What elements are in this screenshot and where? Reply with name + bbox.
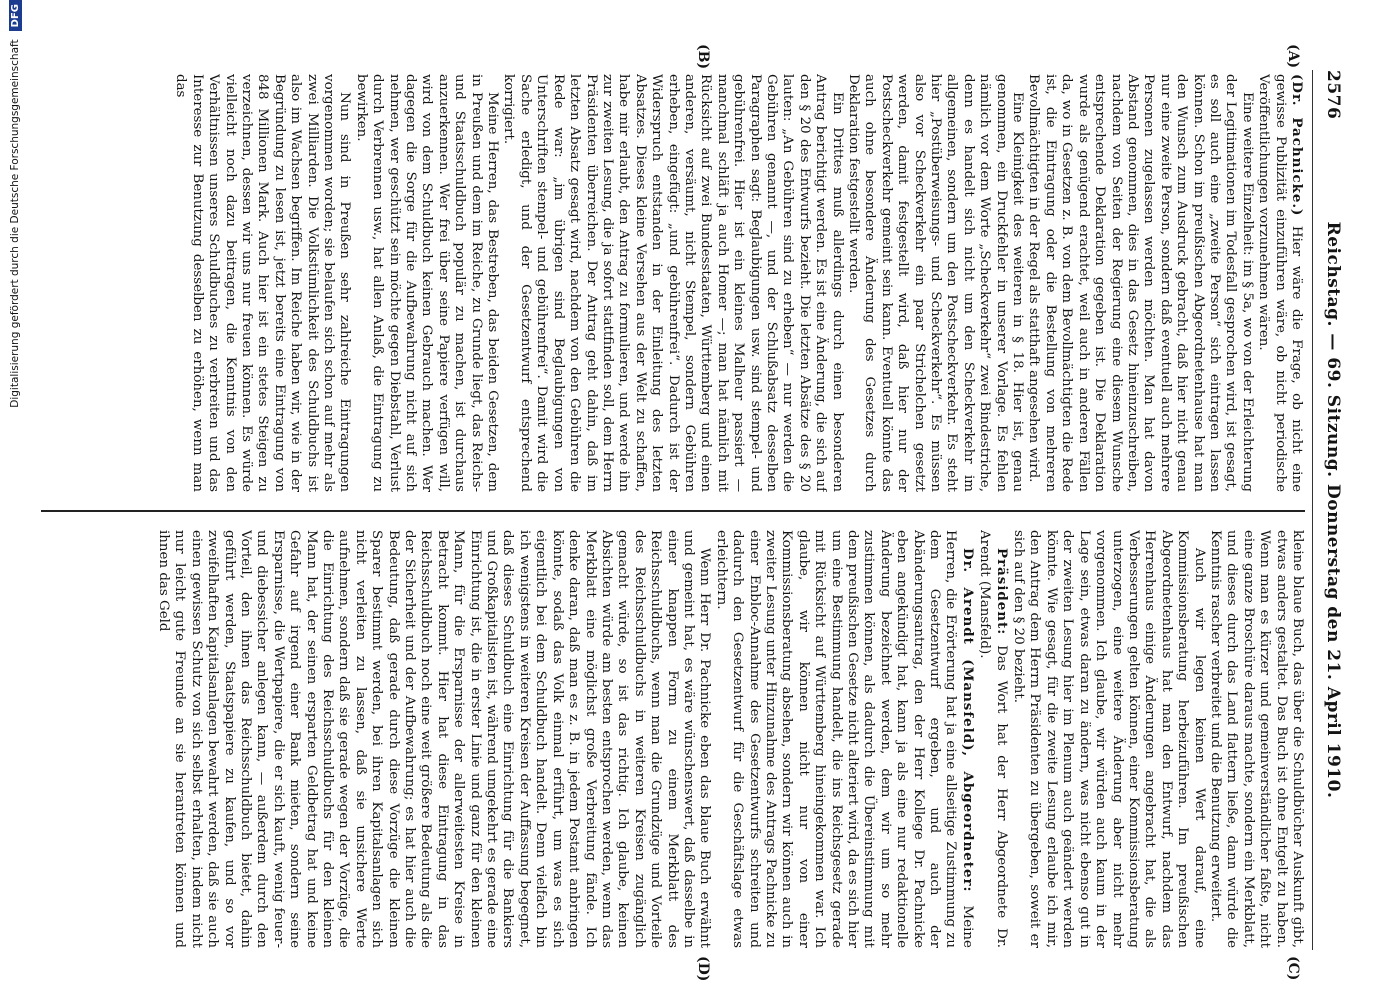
page-header — [1315, 70, 1343, 950]
left-column — [41, 74, 1305, 492]
paragraph — [1255, 74, 1305, 492]
credit-text: Digitalisierung gefördert durch die Deutsche Forschungsgemeinschaft — [9, 39, 21, 408]
margin-marker-d: (D) — [695, 956, 711, 982]
speaker-label: (Dr. Pachnicke.) — [1289, 74, 1305, 217]
column-divider — [41, 510, 1305, 512]
paragraph — [976, 530, 1010, 948]
speaker-label: Dr. Arendt (Mansfeld), Abgeordneter: — [959, 548, 976, 893]
paragraph — [712, 530, 976, 948]
rotated-document-page — [31, 30, 1351, 982]
page-number: 2576 — [1323, 70, 1343, 120]
margin-marker-b: (B) — [695, 44, 711, 70]
paragraph: Wenn Herr Dr. Pachnicke eben das blaue Buch erwähnt und gemeint hat, es wäre wünschenswert, daß dasselbe in einer knappen Form zu einem Merkblatt des Reichsschuldbuchs, wenn man die Grundzüge und Vorteile des Reichsschuldbuchs in weiteren Kreisen zugänglich gemacht würde, so ist das richtig. Ich glaube, keinen Absichten würde am besten entsprochen werden, wenn das Merkblatt eine möglichst große Verbreitung fände. Ich denke daran, daß man es z. B. in jedem Postamt anbringen könnte, sodaß das Volk einmal erführt, um was es sich eigentlich bei dem Schuldbuch handelt. Denn vielfach bin ich wenigstens in weiteren Kreisen der Auffassung begegnet, daß dieses Schuldbuch eine Einrichtung für die Bankiers und Großkapitalisten ist, während umgekehrt es gerade eine Einrichtung ist, die in erster Linie und ganz für den kleinen Mann, für die Ersparnisse der allerweitesten Kreise in Betracht kommt. Hier hat diese Eintragung in das Reichsschuldbuch noch eine weit größere Bedeutung als die der Sicherheit und der Aufbewahrung; es hat hier auch die Bedeutung, daß gerade durch diese Vorzüge die kleinen Sparer bestimmt werden, bei ihren Kapitalsanlagen sich nicht verleiten zu lassen, daß sie unsichere Werte aufnehmen, sondern daß sie gerade wegen der Vorzüge, die die Einrichtung des Reichsschuldbuchs für den kleinen Mann hat, der seinen ersparten Geldbetrag hat und keine Gefahr auf irgend einer Bank mieten, sondern seine Ersparnisse, die Wertpapiere, die er sich kauft, wenig feuer- und diebessicher anlegen kann, — außerdem durch den Vorteil, den ihnen das Reichsschuldbuch bietet, dahin geführt werden, Staatspapiere zu kaufen, und so vor zweifelhaften Kapitalsanlagen bewahrt werden, daß sie auch einen gewissen Schutz von sich selbst erhalten, indem nicht nur leicht gute Freunde an sie herantreten können und ihnen das Geld — [155, 530, 713, 948]
speaker-label: Präsident: — [993, 548, 1010, 636]
header-rule — [1312, 70, 1313, 950]
dfg-logo: DFG — [9, 0, 22, 31]
paragraph: Nun sind in Preußen sehr zahlreiche Eintragungen vorgenommen worden; sie belaufen sich schon auf mehr als zwei Milliarden. Die Volkstümlichkeit des Schuldbuchs ist also im Wachsen begriffen. Im Reiche haben wir, wie in der Begründung zu lesen ist, jetzt bereits eine Eintragung von 848 Millionen Mark. Auch hier ist ein stetes Steigen zu verzeichnen, dessen wir uns nur freuen können. Es würde vielleicht noch dazu beitragen, die Kenntnis von den Verhältnissen unseres Schuldbuches zu verbreiten und das Interesse zur Benutzung desselben zu erhöhen, wenn man das — [173, 74, 353, 492]
right-column — [41, 530, 1305, 948]
paragraph-text: Hier wäre die Frage, ob nicht eine gewisse Publizität einzuführen wäre, ob nicht periodische Veröffentlichungen vorzunehmen wären. — [1256, 74, 1304, 492]
page-title: Reichstag. — 69. Sitzung. Donnerstag den 21. April 1910. — [1323, 221, 1343, 799]
paragraph: Meine Herren, das Bestreben, das beiden Gesetzen, dem in Preußen und dem im Reiche, zu Grunde liegt, das Reichs- und Staatsschuldbuch populär zu machen, ist durchaus anzuerkennen. Wer frei über seine Papiere verfügen will, wird von dem Schuldbuch keinen Gebrauch machen. Wer dagegen die Sorge für die Aufbewahrung nicht auf sich nehmen, wer geschützt sein möchte gegen Diebstahl, Verlust durch Verbrennen usw., hat allen Anlaß, die Eintragung zu bewirken. — [353, 74, 501, 492]
paragraph: Auch wir legen keinen Wert darauf, eine Kommissionsberatung herbeizuführen. Im preußischen Abgeordnetenhaus hat man den Entwurf, nachdem das Herrenhaus einige Änderungen angebracht hat, die als Verbesserungen gelten können, einer Kommissionsberatung unterzogen, eine weitere Änderung aber nicht mehr vorgenommen. Ich glaube, wir würden auch kaum in der Lage sein, etwas daran zu ändern, was nicht ebenso gut in der zweiten Lesung hier im Plenum auch geändert werden könnte. Wie gesagt, für die zweite Lesung erlaube ich mir, den Antrag dem Herrn Präsidenten zu übergeben, soweit er sich auf den § 20 bezieht. — [1011, 530, 1207, 948]
paragraph-text: Das Wort hat der Herr Abgeordnete Dr. Arendt (Mansfeld). — [977, 530, 1009, 948]
margin-marker-a: (A) — [1285, 44, 1301, 69]
paragraph: Eine Kleinigkeit des weiteren in § 18. Hier ist, genau genommen, ein Druckfehler in unserer Vorlage. Es fehlen nämlich vor dem Worte „Scheckverkehr“ zwei Bindestriche, denn es handelt sich nicht um den Scheckverkehr im allgemeinen, sondern um den Postscheckverkehr. Es steht hier „Postüberweisungs- und Scheckverkehr“. Es müssen also vor Scheckverkehr ein paar Strichelchen gesetzt werden, damit festgestellt wird, daß hier nur der Postscheckverkehr gemeint sein kann. Eventuell könnte das auch ohne besondere Änderung des Gesetzes durch Deklaration festgestellt werden. — [846, 74, 1026, 492]
paragraph: Ein Drittes muß allerdings durch einen besonderen Antrag berichtigt werden. Es ist eine Änderung, die sich auf den § 20 des Entwurfs bezieht. Die letzten Absätze des § 20 lauten: „An Gebühren sind zu erheben“ — nur werden die Gebühren genannt —, und der Schlußabsatz desselben Paragraphen sagt: Beglaubigungen usw. sind stempel- und gebührenfrei. Hier ist ein kleines Malheur passiert — manchmal schläft ja auch Homer —; man hat nämlich mit Rücksicht auf zwei Bundesstaaten, Württemberg und einen anderen, versäumt, nicht Stempel, sondern Gebühren erheben, eingefügt: „und gebührenfrei“. Dadurch ist der Widerspruch entstanden in der Einleitung des letzten Absatzes. Dieses kleine Versehen aus der Welt zu schaffen, habe mir erlaubt, den Antrag zu formulieren, und werde ihn zur zweiten Lesung, die ja sofort stattfinden soll, dem Herrn Präsidenten überreichen. Der Antrag geht dahin, daß im letzten Absatz gesagt wird, nachdem von den Gebühren die Rede war: „im übrigen sind Beglaubigungen von Unterschriften stempel- und gebührenfrei“. Damit wird die Sache erledigt, und der Gesetzentwurf entsprechend korrigiert. — [501, 74, 845, 492]
funding-credit — [4, 0, 26, 1000]
paragraph-text: Meine Herren, die Erörterung hat ja eine allseitige Zustimmung zu dem Gesetzentwurf ergeben, und auch der Abänderungsantrag, den der Herr Kollege Dr. Pachnicke eben angekündigt hat, kann ja als eine nur redaktionelle Änderung bezeichnet werden, dem wir um so mehr zustimmen können, als dadurch die Übereinstimmung mit dem preußischen Gesetze nicht alteriert wird, da es sich hier um eine Bestimmung handelt, die ins Reichsgesetz gerade mit Rücksicht auf Württemberg hineingekommen war. Ich glaube, wir können nicht nur von einer Kommissionsberatung absehen, sondern wir können auch in zweiter Lesung unter Hinzunahme des Antrags Pachnicke zu einer Enbloc-Annahme des Gesetzentwurfs schreiten und dadurch den Gesetzentwurf für die Geschäftslage etwas erleichtern. — [713, 530, 975, 948]
margin-marker-c: (C) — [1285, 956, 1301, 981]
paragraph: kleine blaue Buch, das über die Schuldbücher Auskunft gibt, etwas anders gestaltet. Das Buch ist ohne Entgelt zu haben. Wenn man es kürzer und gemeinverständlicher faßte, nicht eine ganze Broschüre daraus machte, sondern ein Merkblatt, und dieses durch das Land flattern ließe, dann würde die Kenntnis rascher verbreitet und die Benutzung erweitert. — [1207, 530, 1305, 948]
paragraph: Eine weitere Einzelheit: im § 5a, wo von der Erleichterung der Legitimationen im Todesfall gesprochen wird, ist gesagt, es soll auch eine „zweite Person“ sich eintragen lassen können. Schon im preußischen Abgeordnetenhause hat man den Wunsch zum Ausdruck gebracht, daß hier nicht genau nur eine zweite Person, sondern daß eventuell auch mehrere Personen zugelassen werden möchten. Man hat davon Abstand genommen, dies in das Gesetz hineinzuschreiben, nachdem von Seiten der Regierung eine diesem Wunsche entsprechende Deklaration gegeben ist. Die Deklaration wurde als genügend erachtet, weil auch in anderen Fällen da, wo in Gesetzen z. B. von dem Bevollmächtigten die Rede ist, die Eintragung oder die Bestellung von mehreren Bevollmächtigten in der Regel als statthaft angesehen wird. — [1026, 74, 1255, 492]
